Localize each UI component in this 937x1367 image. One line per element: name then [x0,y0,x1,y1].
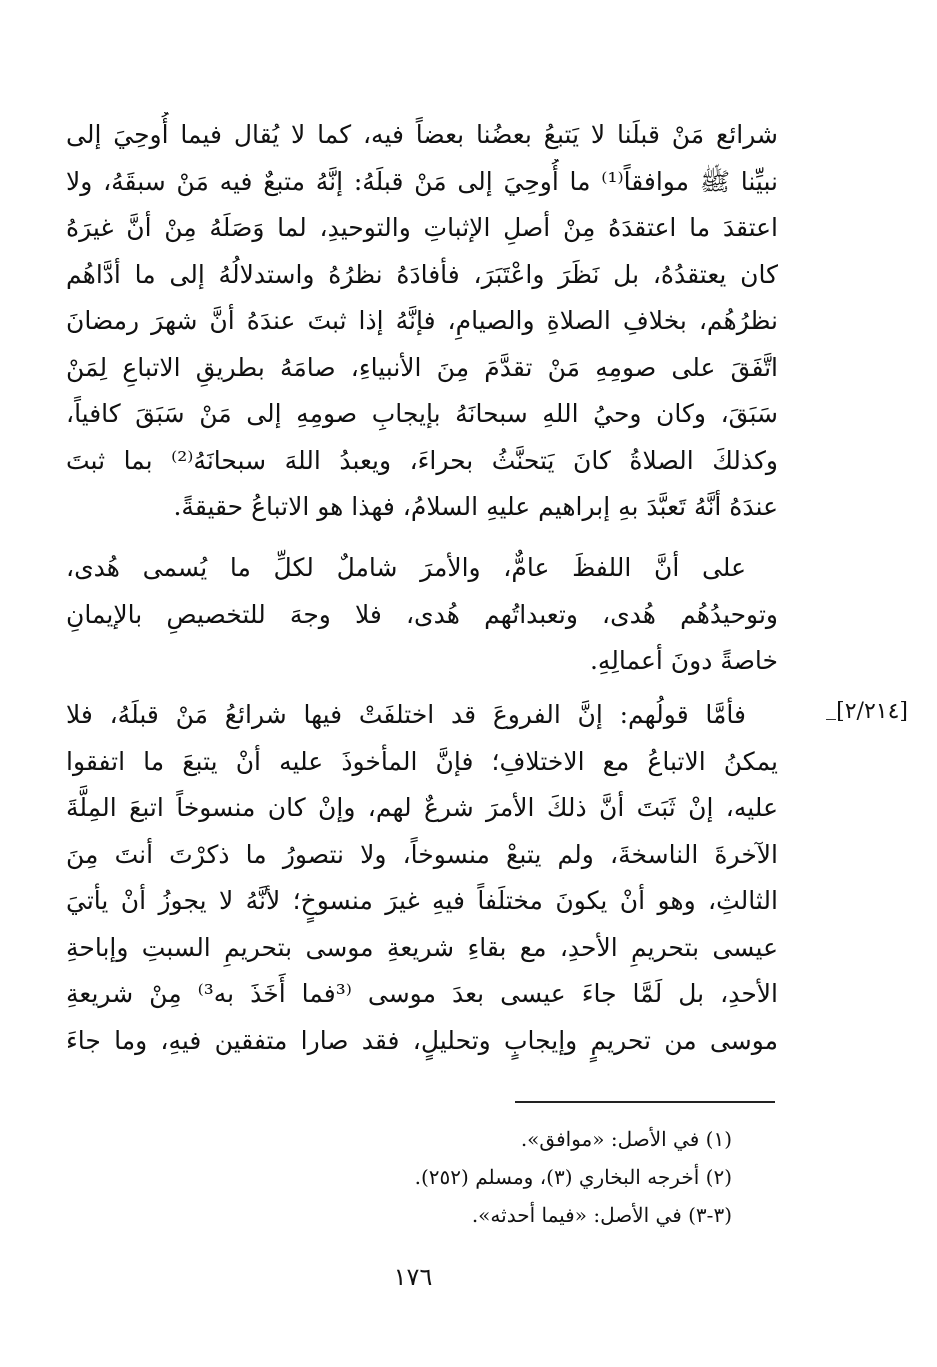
paragraph-3 [66,692,778,1064]
margin-page-reference [788,699,908,724]
margin-reference-dash [826,719,836,720]
paragraph-2 [66,545,778,685]
text-line: وتوحيدُهُم هُدى، وتعبداتُهم هُدى، فلا وجهَ للتخصيصِ بالإيمانِ [66,599,778,629]
text-line: على أنَّ اللفظَ عامٌّ، والأمرَ شاملٌ لكلِّ ما يُسمى هُدى، [66,553,746,582]
text-line: نظرُهُم، بخلافِ الصلاةِ والصيامِ، فإنَّهُ إذا ثبتَ عندَهُ أنَّ شهرَ رمضانَ [66,306,778,335]
page-number: ١٧٦ [393,1263,433,1291]
footnote-1: (١) في الأصل: «موافق». [520,1127,732,1151]
text-line: كان يعتقدُهُ، بل نَظَرَ واعْتَبَرَ، فأفادَهُ نظرُهُ واستدلالُهُ إلى ما أدَّاهُم [66,259,778,289]
text-line: يمكنُ الاتباعُ مع الاختلافِ؛ فإنَّ المأخوذَ عليه أنْ يتبعَ ما اتفقوا [66,746,778,776]
text-line: نبيِّنا ﷺ موافقاً⁽¹⁾ ما أُوحِيَ إلى مَنْ قبلَهُ: إنَّهُ متبعٌ فيه مَنْ سبقَهُ، ولا [66,166,778,196]
footnote-separator [515,1101,775,1103]
footnote-3: (٣-٣) في الأصل: «فيما أحدثه». [471,1203,732,1227]
text-line: عندَهُ أنَّهُ تَعبَّدَ بهِ إبراهيم عليهِ السلامُ، فهذا هو الاتباعُ حقيقةً. [173,492,778,521]
text-line: سَبَقَ، وكان وحيُ اللهِ سبحانَهُ بإيجابِ صومِهِ إلى مَنْ سَبَقَ كافياً، [66,399,778,428]
margin-reference-text: [٢/٢١٤] [836,699,908,724]
text-line: الأحدِ، بل لَمَّا جاءَ عيسى بعدَ موسى ⁽³فما أَخَذَ به³⁾ مِنْ شريعةِ [66,979,778,1008]
footnote-2: (٢) أخرجه البخاري (٣)، ومسلم (٢٥٢). [414,1165,732,1189]
footnotes [120,1120,732,1234]
text-line: الآخرةَ الناسخةَ، ولم يتبعْ منسوخاً، ولا نتصورُ ما ذكرْتَ أنتَ مِنَ [66,839,778,869]
text-line: وكذلكَ الصلاةُ كانَ يَتحنَّثُ بحراءَ، ويعبدُ اللهَ سبحانَهُ⁽²⁾ بما ثبتَ [66,445,778,475]
text-line: اعتقدَ ما اعتقدَهُ مِنْ أصلِ الإثباتِ والتوحيدِ، لما وَصَلَهُ مِنْ أنَّ غيرَهُ [66,213,778,242]
text-line: عليه، إنْ ثَبَتَ أنَّ ذلكَ الأمرَ شرعٌ لهم، وإنْ كان منسوخاً اتبعَ المِلَّةَ [66,793,778,822]
text-line: الثالثِ، وهو أنْ يكونَ مختلَفاً فيهِ غيرَ منسوخٍ؛ لأنَّهُ لا يجوزُ أنْ يأتيَ [66,886,778,915]
text-line: خاصةً دونَ أعمالِهِ. [589,646,778,675]
text-line: عيسى بتحريمِ الأحدِ، مع بقاءِ شريعةِ موسى بتحريمِ السبتِ وإباحةِ [66,932,778,962]
text-line: شرائع مَنْ قبلَنا لا يَتبعُ بعضُنا بعضاً فيه، كما لا يُقال فيما أُوحِيَ إلى [66,120,778,149]
text-line: اتَّفَقَ على صومِهِ مَنْ تقدَّمَ مِنَ الأنبياءِ، صامَهُ بطريقِ الاتباعِ لِمَنْ [66,352,778,382]
text-line: فأمَّا قولُهم: إنَّ الفروعَ قد اختلفَتْ فيها شرائعُ مَنْ قبلَهُ، فلا [66,700,746,729]
text-line: موسى من تحريمٍ وإيجابٍ وتحليلٍ، فقد صارا متفقين فيهِ، وما جاءَ [66,1025,778,1055]
paragraph-1 [66,112,778,531]
